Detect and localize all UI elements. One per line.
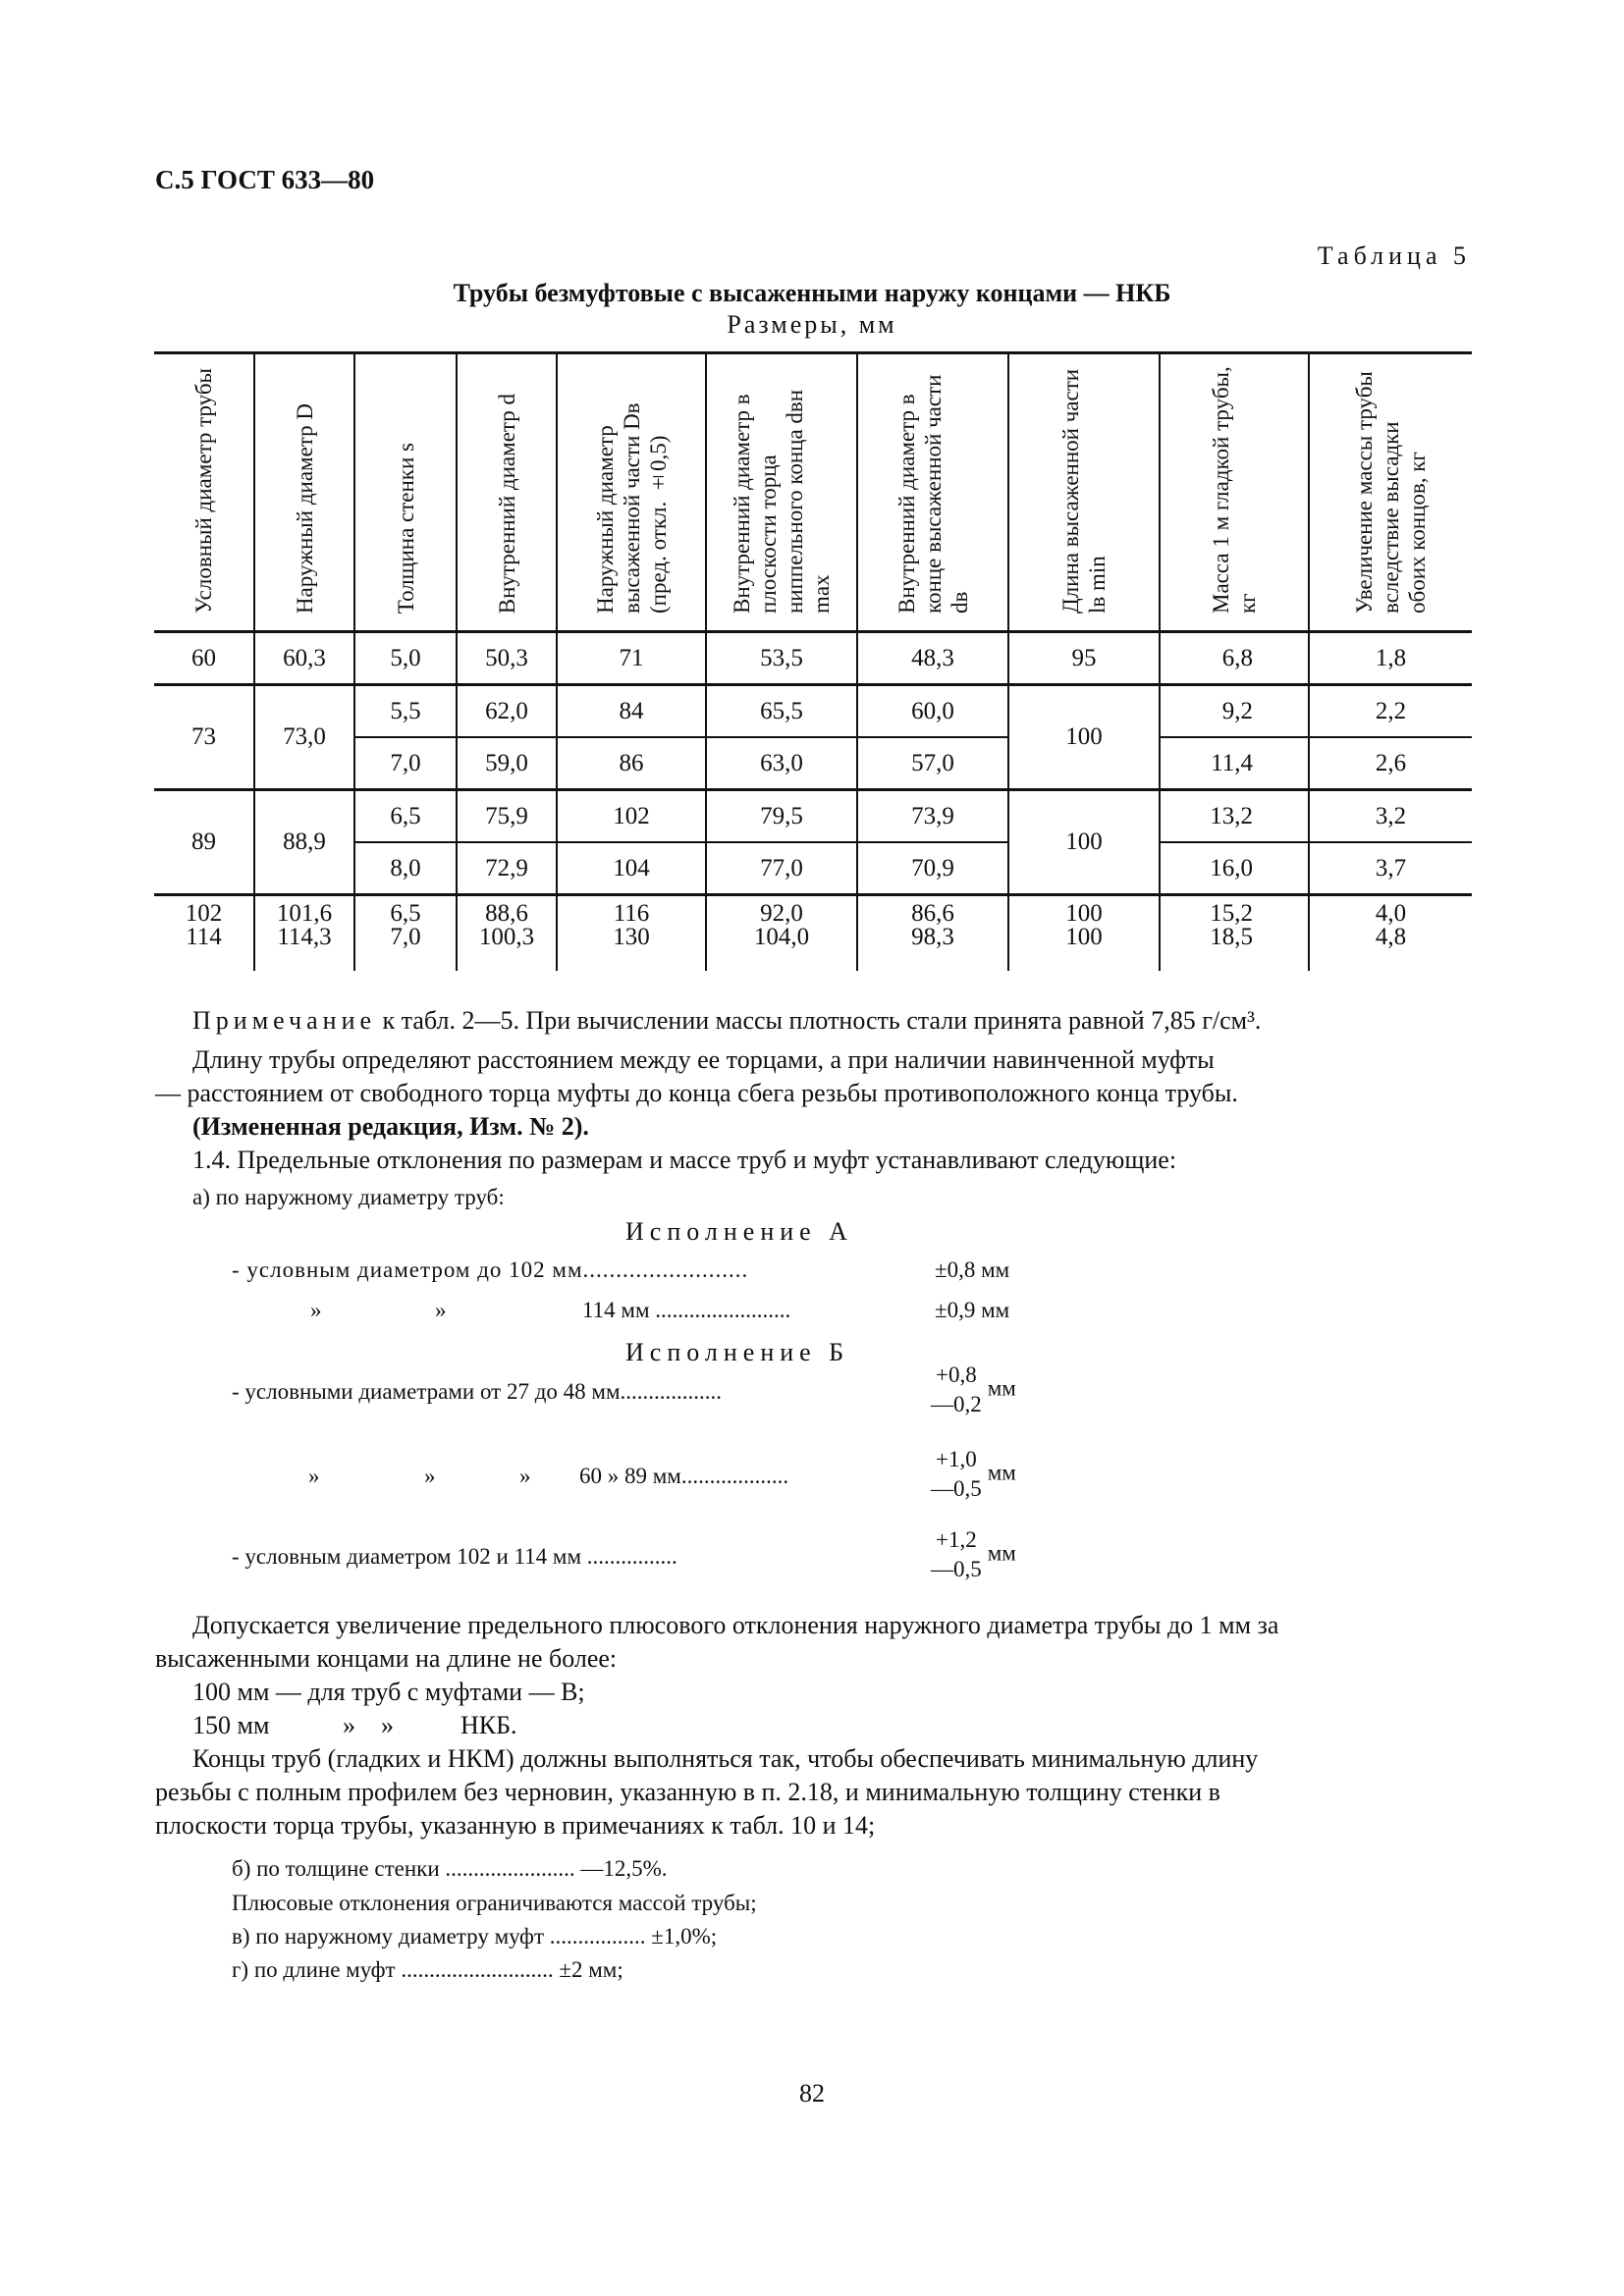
col-header: Масса 1 м гладкой трубы, кг	[1160, 353, 1309, 632]
paragraph-line: 150 мм	[192, 1711, 270, 1739]
table-title: Трубы безмуфтовые с высаженными наружу концами — НКБ	[453, 279, 1171, 307]
ditto-mark: »	[310, 1298, 322, 1322]
table-header-row	[154, 353, 1472, 632]
table-cell: 15,2 18,5	[1160, 895, 1309, 972]
table-subtitle: Размеры, мм	[727, 310, 897, 339]
paragraph-line: 1.4. Предельные отклонения по размерам и массе труб и муфт устанавливают следующие:	[192, 1146, 1177, 1174]
table-cell: 8,0	[354, 842, 457, 895]
table-cell: 62,0	[457, 685, 557, 738]
table-cell: 1,8	[1309, 632, 1472, 685]
col-header: Внутренний диаметр d	[457, 353, 557, 632]
table-cell: 89	[154, 790, 254, 895]
tolerance-value: +0,8 —0,2мм	[931, 1362, 1016, 1416]
col-header: Условный диаметр трубы	[154, 353, 254, 632]
table-cell: 9,2	[1160, 685, 1309, 738]
col-header: Увеличение массы трубы вследствие высадки обоих концов, кг	[1309, 353, 1472, 632]
table-row	[154, 790, 1472, 843]
tolerance-label: 60 » 89 мм...................	[579, 1464, 789, 1488]
table-cell: 84	[557, 685, 706, 738]
table-cell: 73,9	[857, 790, 1008, 843]
table-cell: 60	[154, 632, 254, 685]
table-cell: 79,5	[706, 790, 857, 843]
list-item: б) по толщине стенки ....................... —12,5%.	[232, 1856, 668, 1881]
table-cell: 101,6 114,3	[254, 895, 354, 972]
edit-note: (Измененная редакция, Изм. № 2).	[192, 1112, 589, 1141]
table-cell: 6,8	[1160, 632, 1309, 685]
tolerance-value: +1,2 —0,5мм	[931, 1527, 1016, 1581]
table-cell: 6,5	[354, 790, 457, 843]
table-cell: 53,5	[706, 632, 857, 685]
tolerance-label: - условными диаметрами от 27 до 48 мм..................	[232, 1379, 723, 1404]
table-cell: 48,3	[857, 632, 1008, 685]
paragraph-line: НКБ.	[460, 1711, 517, 1739]
col-header: Длина высаженной части lв min	[1008, 353, 1160, 632]
table-cell: 65,5	[706, 685, 857, 738]
ditto-mark: »	[519, 1464, 531, 1488]
table-cell: 102	[557, 790, 706, 843]
ditto-mark: »	[424, 1464, 436, 1488]
list-item: в) по наружному диаметру муфт ................. ±1,0%;	[232, 1924, 718, 1949]
col-header: Наружный диаметр D	[254, 353, 354, 632]
table-cell: 100	[1008, 790, 1160, 895]
page-header: С.5 ГОСТ 633—80	[155, 165, 375, 194]
ditto-mark: »	[308, 1464, 320, 1488]
table-cell: 75,9	[457, 790, 557, 843]
tolerance-label: - условным диаметром 102 и 114 мм ................	[232, 1544, 677, 1569]
table-cell: 11,4	[1160, 737, 1309, 790]
paragraph-line: Допускается увеличение предельного плюсового отклонения наружного диаметра трубы до 1 мм за	[192, 1611, 1279, 1639]
ditto-mark: » »	[343, 1711, 394, 1739]
tolerance-value: ±0,9 мм	[935, 1298, 1010, 1322]
paragraph-line: — расстоянием от свободного торца муфты до конца сбега резьбы противоположного конца трубы.	[155, 1079, 1238, 1107]
tolerance-label: - условным диаметром до 102 мм.........................	[232, 1257, 749, 1282]
tolerance-label: 114 мм ........................	[582, 1298, 791, 1322]
table-cell: 6,5 7,0	[354, 895, 457, 972]
table-cell: 3,7	[1309, 842, 1472, 895]
col-header: Внутренний диаметр в плоскости торца ниппельного конца dвн max	[706, 353, 857, 632]
table-row	[154, 685, 1472, 738]
tolerance-value: +1,0 —0,5мм	[931, 1447, 1016, 1501]
tolerance-value: ±0,8 мм	[935, 1257, 1010, 1282]
paragraph-line: 100 мм — для труб с муфтами — В;	[192, 1678, 585, 1706]
table-cell: 73	[154, 685, 254, 790]
table-cell: 88,9	[254, 790, 354, 895]
col-header: Внутренний диаметр в конце высаженной части dв	[857, 353, 1008, 632]
table-cell: 5,5	[354, 685, 457, 738]
subheading-exec-a: Исполнение А	[625, 1217, 853, 1246]
table-cell: 72,9	[457, 842, 557, 895]
table-cell: 71	[557, 632, 706, 685]
col-header: Толщина стенки s	[354, 353, 457, 632]
ditto-mark: »	[435, 1298, 447, 1322]
table-cell: 86	[557, 737, 706, 790]
table-cell: 60,0	[857, 685, 1008, 738]
paragraph-line: плоскости торца трубы, указанную в примечаниях к табл. 10 и 14;	[155, 1811, 876, 1840]
table-note: Примечание к табл. 2—5. При вычислении массы плотность стали принята равной 7,85 г/см³.	[192, 1006, 1262, 1035]
table-cell: 70,9	[857, 842, 1008, 895]
paragraph-line: Концы труб (гладких и НКМ) должны выполняться так, чтобы обеспечивать минимальную длину	[192, 1744, 1259, 1773]
table-cell: 100	[1008, 685, 1160, 790]
table-cell: 5,0	[354, 632, 457, 685]
table-cell: 102 114	[154, 895, 254, 972]
table-cell: 60,3	[254, 632, 354, 685]
table-cell: 4,0 4,8	[1309, 895, 1472, 972]
paragraph-line: Длину трубы определяют расстоянием между ее торцами, а при наличии навинченной муфты	[192, 1045, 1215, 1074]
table-cell: 100 100	[1008, 895, 1160, 972]
table-cell: 116 130	[557, 895, 706, 972]
table-row	[154, 895, 1472, 972]
table-cell: 59,0	[457, 737, 557, 790]
list-item: г) по длине муфт ........................... ±2 мм;	[232, 1957, 623, 1982]
table-cell: 92,0 104,0	[706, 895, 857, 972]
subheading-exec-b: Исполнение Б	[625, 1338, 850, 1366]
list-item: Плюсовые отклонения ограничиваются массой трубы;	[232, 1891, 757, 1915]
table-cell: 3,2	[1309, 790, 1472, 843]
paragraph-line: высаженными концами на длине не более:	[155, 1644, 618, 1673]
table-cell: 63,0	[706, 737, 857, 790]
table-cell: 16,0	[1160, 842, 1309, 895]
table-5	[154, 351, 1472, 971]
table-cell: 88,6 100,3	[457, 895, 557, 972]
paragraph-line: резьбы с полным профилем без черновин, указанную в п. 2.18, и минимальную толщину стенки в	[155, 1778, 1220, 1806]
page-number: 82	[799, 2079, 825, 2108]
list-item: а) по наружному диаметру труб:	[192, 1185, 505, 1209]
table-cell: 104	[557, 842, 706, 895]
table-cell: 7,0	[354, 737, 457, 790]
table-cell: 77,0	[706, 842, 857, 895]
table-cell: 86,6 98,3	[857, 895, 1008, 972]
table-cell: 2,2	[1309, 685, 1472, 738]
table-cell: 57,0	[857, 737, 1008, 790]
table-cell: 2,6	[1309, 737, 1472, 790]
table-number: Таблица 5	[1317, 241, 1471, 270]
table-cell: 13,2	[1160, 790, 1309, 843]
table-cell: 95	[1008, 632, 1160, 685]
col-header: Наружный диаметр высаженной части Dв (пред. откл. ±0,5)	[557, 353, 706, 632]
table-row	[154, 632, 1472, 685]
table-cell: 73,0	[254, 685, 354, 790]
table-cell: 50,3	[457, 632, 557, 685]
